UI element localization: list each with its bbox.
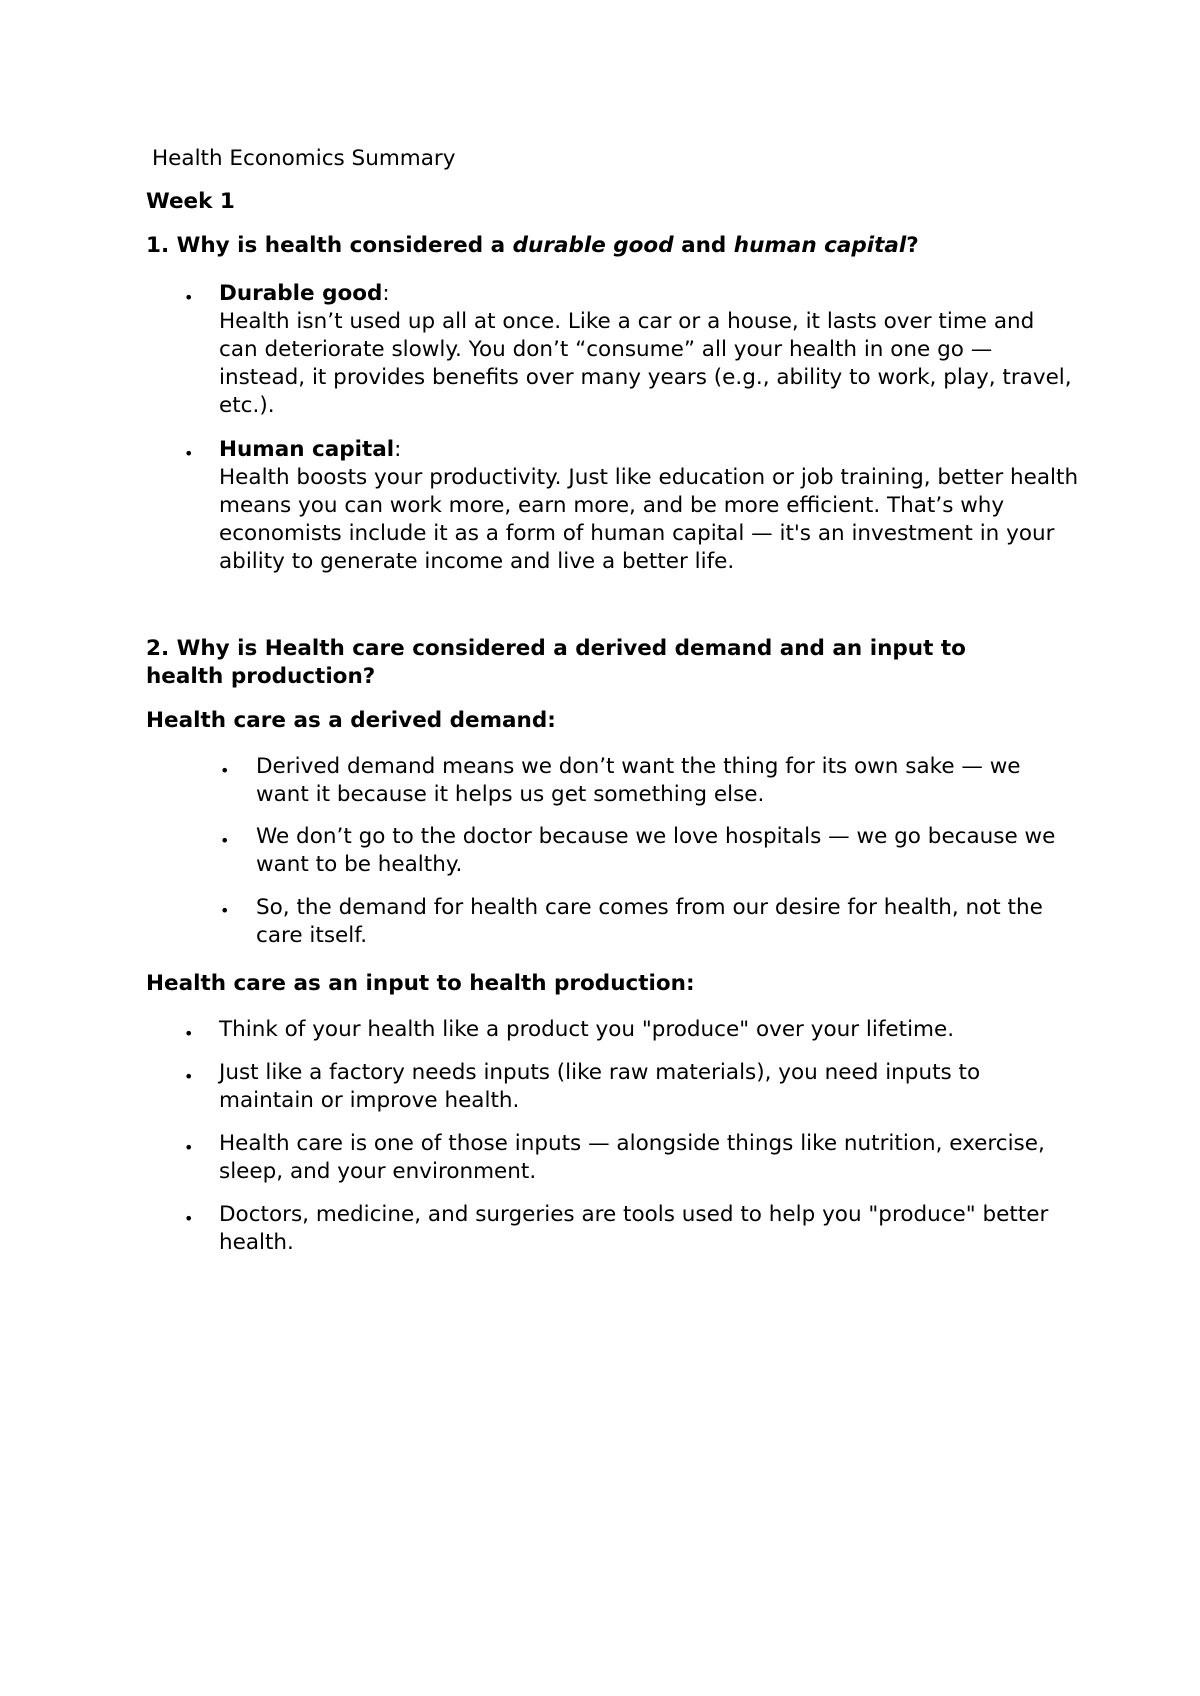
- bullet-icon: •: [184, 1138, 194, 1157]
- q1-human-capital: human capital: [733, 233, 907, 258]
- bullet-icon: •: [184, 1209, 194, 1228]
- list-item: Just like a factory needs inputs (like raw materials), you need inputs to maintain or improve health.: [219, 1060, 981, 1113]
- bullet-icon: •: [184, 444, 194, 463]
- bullet-icon: •: [184, 288, 194, 307]
- durable-good-item: [219, 280, 1079, 420]
- human-capital-label-line: [219, 436, 1079, 464]
- durable-good-label-line: [219, 280, 1079, 308]
- human-capital-text: Health boosts your productivity. Just like education or job training, better health means you can work more, earn more, and be more efficient. That’s why economists include it as a form of human capital — it's an investment in your ability to generate income and live a better life.: [219, 465, 1079, 574]
- list-item: Health care is one of those inputs — alongside things like nutrition, exercise, sleep, and your environment.: [219, 1131, 1045, 1184]
- bullet-icon: •: [220, 831, 230, 850]
- durable-good-label: Durable good: [219, 281, 383, 306]
- bullet-icon: •: [220, 901, 230, 920]
- durable-good-text: Health isn’t used up all at once. Like a car or a house, it lasts over time and can deteriorate slowly. You don’t “consume” all your health in one go — instead, it provides benefits over many years (e.g., ability to work, play, travel, etc.).: [219, 309, 1072, 418]
- list-item: We don’t go to the doctor because we love hospitals — we go because we want to be healthy.: [256, 824, 1056, 877]
- bullet-icon: •: [220, 761, 230, 780]
- document-title: Health Economics Summary: [152, 146, 456, 171]
- human-capital-colon: :: [394, 437, 402, 462]
- q1-prefix: 1. Why is health considered a: [146, 233, 513, 258]
- bullet-icon: •: [184, 1024, 194, 1043]
- list-item: Derived demand means we don’t want the thing for its own sake — we want it because it helps us get something else.: [256, 754, 1021, 807]
- input-production-heading: Health care as an input to health production:: [146, 971, 695, 996]
- list-item: Doctors, medicine, and surgeries are tools used to help you "produce" better health.: [219, 1202, 1049, 1255]
- q1-and: and: [673, 233, 734, 258]
- question-1-heading: [146, 232, 919, 260]
- human-capital-label: Human capital: [219, 437, 395, 462]
- list-item: Think of your health like a product you "produce" over your lifetime.: [219, 1017, 955, 1042]
- bullet-icon: •: [184, 1067, 194, 1086]
- q1-durable-good: durable good: [512, 233, 674, 258]
- durable-good-colon: :: [382, 281, 390, 306]
- human-capital-item: [219, 436, 1079, 576]
- derived-demand-heading: Health care as a derived demand:: [146, 708, 556, 733]
- q1-suffix: ?: [906, 233, 919, 258]
- week-heading: Week 1: [146, 189, 235, 214]
- question-2-heading: 2. Why is Health care considered a derived demand and an input to health production?: [146, 636, 966, 689]
- list-item: So, the demand for health care comes from our desire for health, not the care itself.: [256, 895, 1043, 948]
